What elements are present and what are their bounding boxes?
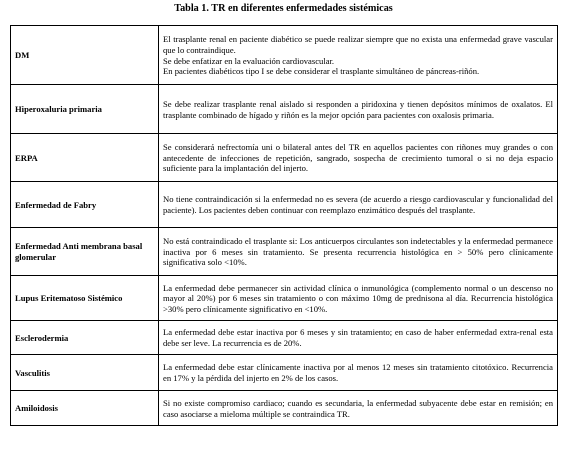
table-row <box>11 355 558 391</box>
description-line: El trasplante renal en paciente diabético se puede realizar siempre que no exista una enfermedad grave vascular que lo contraindique. <box>163 34 553 55</box>
disease-cell: Esclerodermia <box>11 321 159 355</box>
disease-cell: Vasculitis <box>11 355 159 391</box>
description-cell: Se debe realizar trasplante renal aislado si responden a piridoxina y tienen depósitos mínimos de oxalatos. El trasplante combinado de hígado y riñón es la mejor opción para pacientes con oxalosis primaria. <box>159 85 558 134</box>
table-row <box>11 321 558 355</box>
disease-cell: Hiperoxaluria primaria <box>11 85 159 134</box>
description-cell: La enfermedad debe estar inactiva por 6 meses y sin tratamiento; en caso de haber enfermedad extra-renal esta debe ser leve. La recurrencia es de 20%. <box>159 321 558 355</box>
disease-cell: DM <box>11 26 159 85</box>
table-row <box>11 276 558 321</box>
disease-cell: Amiloidosis <box>11 391 159 426</box>
systemic-diseases-table <box>10 25 558 426</box>
description-cell <box>159 26 558 85</box>
description-cell: Si no existe compromiso cardiaco; cuando es secundaria, la enfermedad subyacente debe estar en remisión; en caso asociarse a mieloma múltiple se contraindica TR. <box>159 391 558 426</box>
table-row <box>11 85 558 134</box>
description-cell: La enfermedad debe permanecer sin actividad clínica o inmunológica (complemento normal o un descenso no mayor al 20%) por 6 meses sin tratamiento o con máximo 10mg de prednisona al día. Recurrencia histológica >30% pero clínicamente significativo en <10%. <box>159 276 558 321</box>
table-row <box>11 26 558 85</box>
disease-cell: Enfermedad Anti membrana basal glomerular <box>11 228 159 276</box>
description-cell: No está contraindicado el trasplante si: Los anticuerpos circulantes son indetectables y la enfermedad permanece inactiva por 6 meses sin tratamiento. Se presenta recurrencia histológica en > 50% pero clínicamente significativa solo <10%. <box>159 228 558 276</box>
table-row <box>11 228 558 276</box>
description-cell: La enfermedad debe estar clínicamente inactiva por al menos 12 meses sin tratamiento citotóxico. Recurrencia en 17% y la pérdida del injerto en 2% de los casos. <box>159 355 558 391</box>
description-cell: No tiene contraindicación si la enfermedad no es severa (de acuerdo a riesgo cardiovascular y funcionalidad del paciente). Los pacientes deben continuar con reemplazo enzimático después del trasplante. <box>159 182 558 228</box>
table-row <box>11 182 558 228</box>
disease-cell: Enfermedad de Fabry <box>11 182 159 228</box>
disease-cell: Lupus Eritematoso Sistémico <box>11 276 159 321</box>
table-row <box>11 391 558 426</box>
description-line: En pacientes diabéticos tipo I se debe considerar el trasplante simultáneo de páncreas-riñón. <box>163 66 480 77</box>
table-title: Tabla 1. TR en diferentes enfermedades sistémicas <box>174 3 393 14</box>
description-line: Se debe enfatizar en la evaluación cardiovascular. <box>163 55 335 66</box>
disease-cell: ERPA <box>11 134 159 182</box>
table-row <box>11 134 558 182</box>
description-cell: Se considerará nefrectomía uni o bilateral antes del TR en aquellos pacientes con riñones muy grandes o con antecedente de infecciones de repetición, sangrado, sospecha de crecimiento tumoral o si no deja espacio suficiente para la implantación del injerto. <box>159 134 558 182</box>
